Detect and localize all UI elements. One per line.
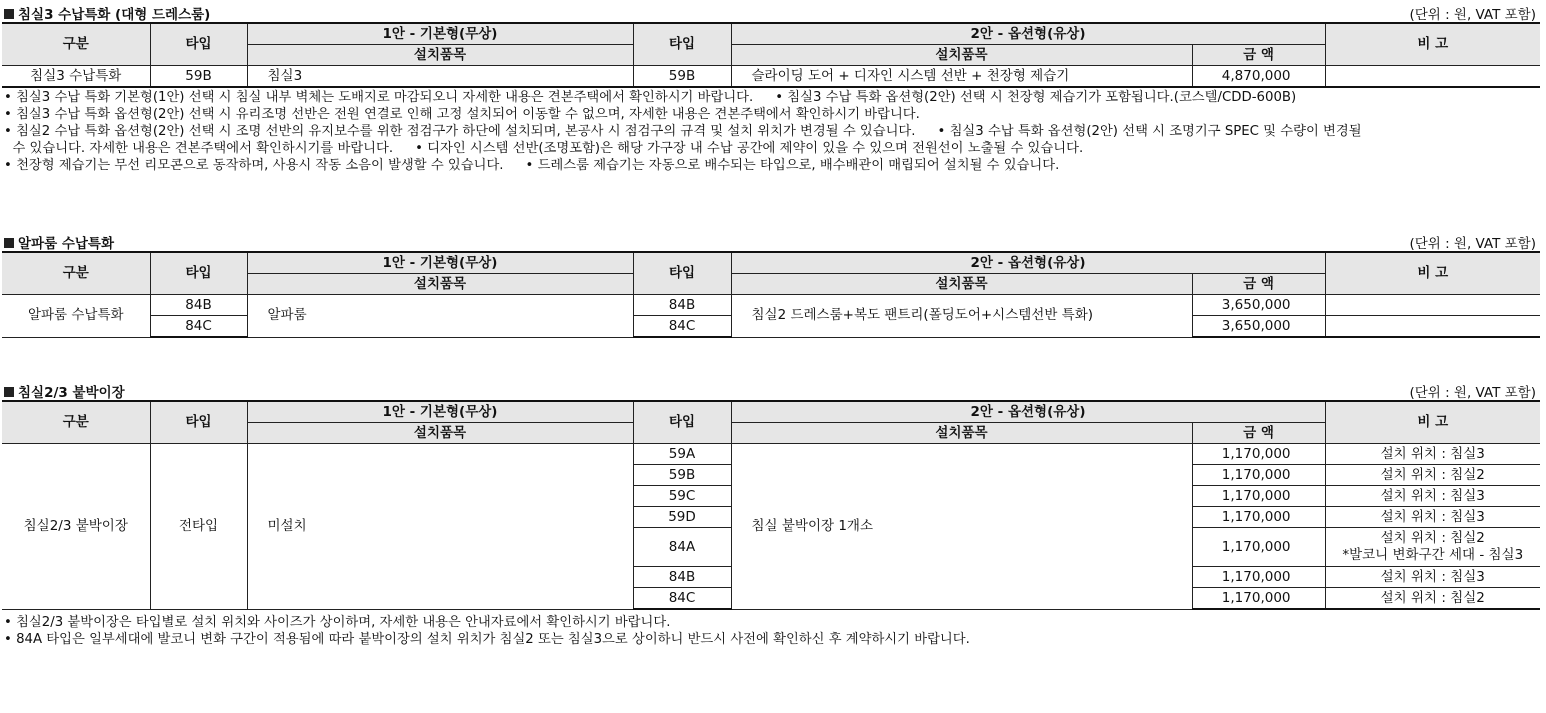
cell-item1: 알파룸 [247, 295, 633, 338]
header-type: 타입 [633, 23, 731, 66]
cell-type1: 84C [150, 316, 247, 338]
cell-type2: 59B [633, 66, 731, 88]
note-line [4, 140, 1540, 157]
header-remark: 비 고 [1325, 252, 1540, 295]
cell-amount: 1,170,000 [1192, 465, 1325, 486]
unit-note: (단위 : 원, VAT 포함) [1409, 385, 1536, 401]
header-type: 타입 [633, 401, 731, 444]
section-title-text: 침실3 수납특화 (대형 드레스룸) [18, 7, 211, 23]
cell-type2: 84B [633, 295, 731, 316]
section-notes [0, 614, 1540, 648]
cell-item1: 침실3 [247, 66, 633, 88]
square-bullet-icon [4, 387, 14, 397]
cell-remark: 설치 위치 : 침실3 [1325, 507, 1540, 528]
note-line [4, 89, 1540, 106]
header-type: 타입 [633, 252, 731, 295]
cell-item2: 침실 붙박이장 1개소 [731, 444, 1192, 610]
cell-gubun: 알파룸 수납특화 [2, 295, 150, 338]
section-notes [0, 89, 1540, 174]
cell-gubun: 침실2/3 붙박이장 [2, 444, 150, 610]
unit-note: (단위 : 원, VAT 포함) [1409, 236, 1536, 252]
note-line [4, 106, 1540, 123]
section-alpha-room-storage [0, 229, 1540, 338]
cell-type1: 59B [150, 66, 247, 88]
cell-item1: 미설치 [247, 444, 633, 610]
cell-amount: 4,870,000 [1192, 66, 1325, 88]
note-line: • 침실2/3 붙박이장은 타입별로 설치 위치와 사이즈가 상이하며, 자세한 내용은 안내자료에서 확인하시기 바랍니다. [4, 615, 671, 630]
cell-type2: 84A [633, 528, 731, 567]
cell-amount: 1,170,000 [1192, 588, 1325, 610]
cell-type2: 59D [633, 507, 731, 528]
cell-remark [1325, 66, 1540, 88]
header-plan2: 2안 - 옵션형(유상) [731, 252, 1325, 274]
header-amount: 금 액 [1192, 274, 1325, 295]
header-remark: 비 고 [1325, 23, 1540, 66]
note-text: • 침실3 수납 특화 기본형(1안) 선택 시 침실 내부 벽체는 도배지로 마감되오니 자세한 내용은 견본주택에서 확인하시기 바랍니다. [4, 90, 754, 105]
note-text: • 침실2 수납 특화 옵션형(2안) 선택 시 조명 선반의 유지보수를 위한 점검구가 하단에 설치되며, 본공사 시 점검구의 규격 및 설치 위치가 변경될 수 있습니다. [4, 124, 916, 139]
square-bullet-icon [4, 9, 14, 19]
note-text: • 침실3 수납 특화 옵션형(2안) 선택 시 조명기구 SPEC 및 수량이 변경될 [937, 124, 1362, 139]
cell-amount: 1,170,000 [1192, 567, 1325, 588]
cell-amount: 1,170,000 [1192, 486, 1325, 507]
header-item: 설치품목 [731, 423, 1192, 444]
section-title-text: 침실2/3 붙박이장 [18, 385, 125, 401]
cell-type2: 84B [633, 567, 731, 588]
header-item: 설치품목 [247, 423, 633, 444]
cell-gubun: 침실3 수납특화 [2, 66, 150, 88]
cell-remark [1325, 316, 1540, 338]
cell-amount: 3,650,000 [1192, 295, 1325, 316]
price-table [2, 251, 1540, 338]
remark-line: 설치 위치 : 침실2 [1380, 530, 1485, 546]
header-plan1: 1안 - 기본형(무상) [247, 252, 633, 274]
cell-amount: 1,170,000 [1192, 507, 1325, 528]
section-built-in-wardrobe [0, 378, 1540, 648]
header-type: 타입 [150, 23, 247, 66]
header-gubun: 구분 [2, 23, 150, 66]
table-row [2, 444, 1540, 465]
header-type: 타입 [150, 401, 247, 444]
note-line: • 84A 타입은 일부세대에 발코니 변화 구간이 적용됨에 따라 붙박이장의 설치 위치가 침실2 또는 침실3으로 상이하니 반드시 사전에 확인하신 후 계약하시기 바랍니다. [4, 632, 970, 647]
cell-item2: 슬라이딩 도어 + 디자인 시스템 선반 + 천장형 제습기 [731, 66, 1192, 88]
note-line [4, 123, 1540, 140]
note-text: • 디자인 시스템 선반(조명포함)은 해당 가구장 내 수납 공간에 제약이 있을 수 있으며 전원선이 노출될 수 있습니다. [415, 141, 1084, 156]
cell-remark [1325, 295, 1540, 316]
header-remark: 비 고 [1325, 401, 1540, 444]
header-plan2: 2안 - 옵션형(유상) [731, 401, 1325, 423]
section-title-text: 알파룸 수납특화 [18, 236, 114, 252]
note-text: • 침실3 수납 특화 옵션형(2안) 선택 시 천장형 제습기가 포함됩니다.(코스텔/CDD-600B) [775, 90, 1297, 105]
header-gubun: 구분 [2, 252, 150, 295]
header-plan2: 2안 - 옵션형(유상) [731, 23, 1325, 45]
remark-line: *발코니 변화구간 세대 - 침실3 [1342, 547, 1524, 563]
header-item: 설치품목 [247, 274, 633, 295]
cell-remark: 설치 위치 : 침실3 [1325, 486, 1540, 507]
square-bullet-icon [4, 238, 14, 248]
cell-type2: 59C [633, 486, 731, 507]
section-header [0, 0, 1540, 22]
cell-amount: 3,650,000 [1192, 316, 1325, 338]
cell-remark: 설치 위치 : 침실3 [1325, 567, 1540, 588]
note-line [4, 157, 1540, 174]
cell-type2: 59B [633, 465, 731, 486]
cell-type2: 59A [633, 444, 731, 465]
cell-type1: 84B [150, 295, 247, 316]
price-table [2, 400, 1540, 610]
section-bedroom3-storage [0, 0, 1540, 174]
header-gubun: 구분 [2, 401, 150, 444]
header-plan1: 1안 - 기본형(무상) [247, 23, 633, 45]
price-table [2, 22, 1540, 88]
note-text: • 천장형 제습기는 무선 리모콘으로 동작하며, 사용시 작동 소음이 발생할 수 있습니다. [4, 158, 504, 173]
section-title [4, 3, 210, 23]
cell-type2: 84C [633, 316, 731, 338]
note-text: • 드레스룸 제습기는 자동으로 배수되는 타입으로, 배수배관이 매립되어 설치될 수 있습니다. [525, 158, 1060, 173]
cell-amount: 1,170,000 [1192, 444, 1325, 465]
table-row [2, 66, 1540, 88]
section-header [0, 378, 1540, 400]
section-header [0, 229, 1540, 251]
section-title [4, 232, 114, 252]
unit-note: (단위 : 원, VAT 포함) [1409, 7, 1536, 23]
cell-item2: 침실2 드레스룸+복도 팬트리(폴딩도어+시스템선반 특화) [731, 295, 1192, 338]
cell-remark: 설치 위치 : 침실2 [1325, 465, 1540, 486]
cell-amount: 1,170,000 [1192, 528, 1325, 567]
section-title [4, 381, 125, 401]
header-item: 설치품목 [731, 274, 1192, 295]
cell-remark: 설치 위치 : 침실2 [1325, 588, 1540, 610]
table-row [2, 295, 1540, 316]
header-amount: 금 액 [1192, 423, 1325, 444]
note-text: • 침실3 수납 특화 옵션형(2안) 선택 시 유리조명 선반은 전원 연결로 인해 고정 설치되어 이동할 수 없으며, 자세한 내용은 견본주택에서 확인하시기 바랍니다. [4, 107, 920, 122]
cell-remark: 설치 위치 : 침실3 [1325, 444, 1540, 465]
note-text: 수 있습니다. 자세한 내용은 견본주택에서 확인하시기를 바랍니다. [4, 141, 394, 156]
header-amount: 금 액 [1192, 45, 1325, 66]
header-type: 타입 [150, 252, 247, 295]
header-item: 설치품목 [247, 45, 633, 66]
header-item: 설치품목 [731, 45, 1192, 66]
cell-type1: 전타입 [150, 444, 247, 610]
header-plan1: 1안 - 기본형(무상) [247, 401, 633, 423]
cell-remark [1325, 528, 1540, 567]
cell-type2: 84C [633, 588, 731, 610]
